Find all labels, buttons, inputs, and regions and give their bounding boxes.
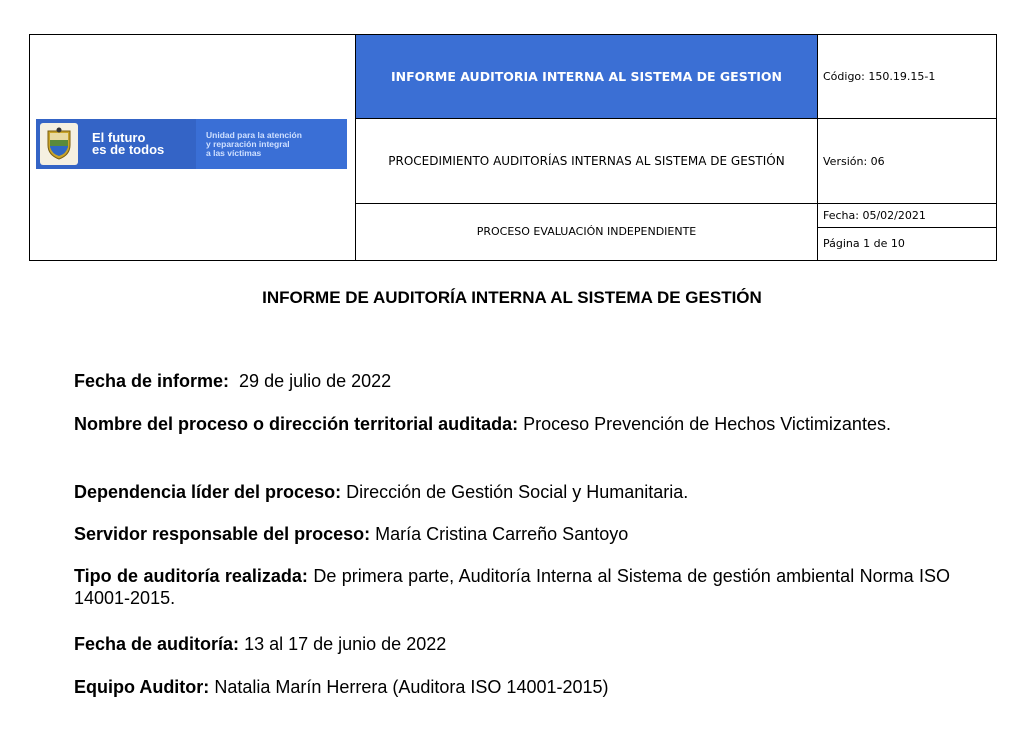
- field-value: María Cristina Carreño Santoyo: [375, 524, 629, 544]
- codigo-cell: Código: 150.19.15-1: [818, 35, 997, 119]
- field-fecha-informe: [74, 370, 950, 392]
- logo-sub-line3: a las víctimas: [206, 147, 262, 158]
- process-title-cell: PROCESO EVALUACIÓN INDEPENDIENTE: [356, 203, 818, 260]
- field-label: Fecha de informe:: [74, 371, 230, 391]
- field-value: Dirección de Gestión Social y Humanitaria.: [346, 482, 689, 502]
- procedure-title-cell: PROCEDIMIENTO AUDITORÍAS INTERNAS AL SISTEMA DE GESTIÓN: [356, 119, 818, 203]
- field-value: 29 de julio de 2022: [239, 371, 392, 391]
- field-value: Natalia Marín Herrera (Auditora ISO 14001-2015): [214, 677, 609, 697]
- field-label: Dependencia líder del proceso:: [74, 482, 342, 502]
- logo-main-line1: El futuro: [92, 130, 146, 145]
- field-label: Equipo Auditor:: [74, 677, 210, 697]
- document-title: INFORME DE AUDITORÍA INTERNA AL SISTEMA DE GESTIÓN: [262, 288, 762, 307]
- field-dependencia: [74, 481, 950, 503]
- field-nombre-proceso: [74, 413, 950, 435]
- logo-cell: [30, 35, 356, 261]
- field-fecha-auditoria: [74, 633, 950, 655]
- field-value: 13 al 17 de junio de 2022: [244, 634, 447, 654]
- field-label: Servidor responsable del proceso:: [74, 524, 371, 544]
- logo-main-line2: es de todos: [92, 142, 165, 157]
- coat-of-arms-icon: [40, 123, 78, 165]
- report-title-cell: INFORME AUDITORIA INTERNA AL SISTEMA DE GESTION: [356, 35, 818, 119]
- field-label: Nombre del proceso o dirección territorial auditada:: [74, 414, 519, 434]
- field-label: Fecha de auditoría:: [74, 634, 240, 654]
- field-value: Proceso Prevención de Hechos Victimizantes.: [523, 414, 891, 434]
- field-tipo-auditoria: [74, 565, 950, 609]
- version-cell: Versión: 06: [818, 119, 997, 203]
- field-label: Tipo de auditoría realizada:: [74, 566, 308, 586]
- entity-logo: [36, 119, 347, 169]
- field-servidor: [74, 523, 950, 545]
- pagina-cell: Página 1 de 10: [818, 227, 997, 260]
- logo-sub-line2: y reparación integral: [206, 138, 290, 149]
- document-header-table: [29, 34, 997, 261]
- field-value: De primera parte, Auditoría Interna al Sistema de gestión ambiental Norma ISO 14001-2015.: [74, 566, 951, 608]
- fecha-cell: Fecha: 05/02/2021: [818, 203, 997, 227]
- field-equipo-auditor: [74, 676, 950, 698]
- logo-sub-line1: Unidad para la atención: [206, 129, 302, 140]
